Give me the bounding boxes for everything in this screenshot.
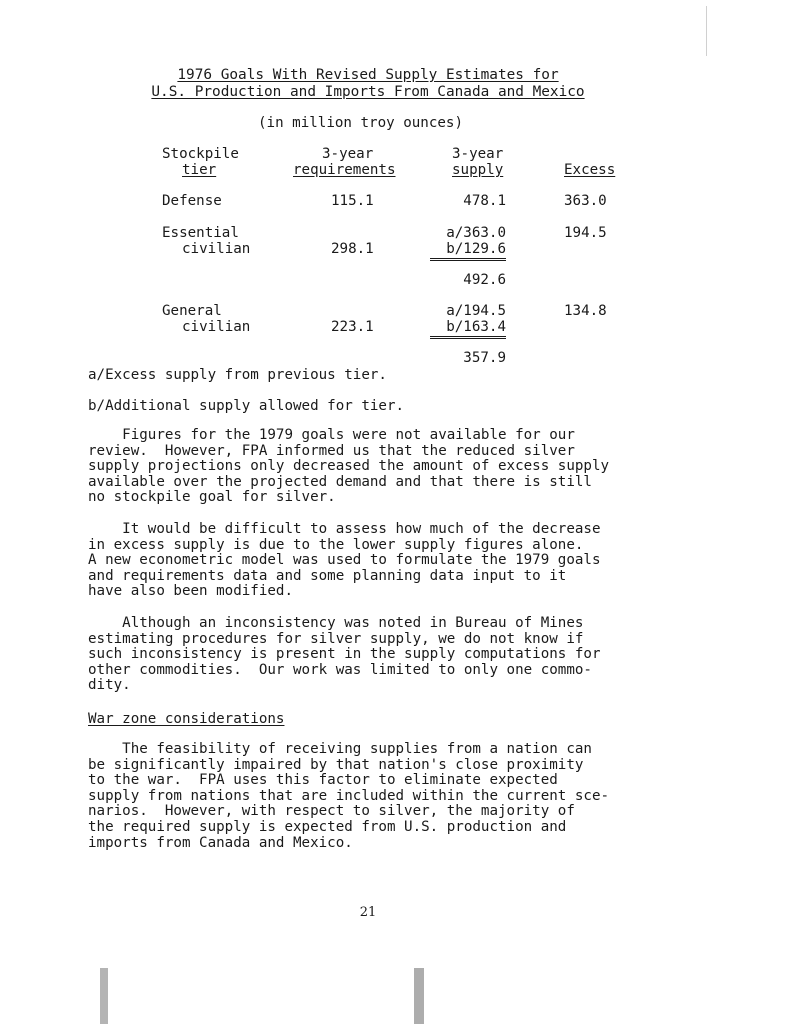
- row-general-excess: 134.8: [564, 303, 607, 319]
- row-general-supply-a: a/194.5: [446, 303, 506, 319]
- row-essential-supply-b: b/129.6: [430, 241, 506, 261]
- scan-artifact-edge: [706, 6, 707, 56]
- header-tier-line2: tier: [182, 162, 217, 178]
- paragraph-inconsistency: Although an inconsistency was noted in Bureau of Mines estimating procedures for silver supply, we do not know if such inconsistency is present in the supply computations for other commodities. Our work was limited to only one commo- dity.: [88, 615, 601, 694]
- row-defense-excess: 363.0: [564, 193, 607, 209]
- row-general-tier-line1: General: [162, 303, 222, 319]
- header-supply-line1: 3-year: [452, 146, 504, 162]
- row-defense-tier: Defense: [162, 193, 222, 209]
- paragraph-war-zone: The feasibility of receiving supplies from a nation can be significantly impaired by that nation's close proximity to the war. FPA uses this factor to eliminate expected supply from nations that are included within the current sce- narios. However, with respect to silver, the majority of the required supply is expected from U.S. production and imports from Canada and Mexico.: [88, 741, 610, 851]
- table-title-line2: U.S. Production and Imports From Canada and Mexico: [151, 84, 585, 100]
- header-req-line2: requirements: [293, 162, 396, 178]
- row-general-supply-total: 357.9: [463, 350, 506, 366]
- header-req-line1: 3-year: [322, 146, 374, 162]
- row-essential-excess: 194.5: [564, 225, 607, 241]
- row-defense-supply: 478.1: [463, 193, 506, 209]
- page-number: 21: [359, 905, 377, 920]
- row-general-supply-b: b/163.4: [430, 319, 506, 339]
- footnote-b: b/Additional supply allowed for tier.: [88, 398, 405, 414]
- section-heading-war-zone: War zone considerations: [88, 711, 285, 727]
- scan-artifact-center: [414, 968, 424, 1024]
- row-general-tier-line2: civilian: [182, 319, 251, 335]
- table-units: (in million troy ounces): [258, 115, 463, 131]
- paragraph-econometric-model: It would be difficult to assess how much of the decrease in excess supply is due to the lower supply figures alone. A new econometric model was used to formulate the 1979 goals and requirements data and some planning data input to it have also been modified.: [88, 521, 601, 600]
- header-supply-line2: supply: [452, 162, 504, 178]
- header-tier-line1: Stockpile: [162, 146, 239, 162]
- row-essential-supply-a: a/363.0: [446, 225, 506, 241]
- scan-artifact-left: [100, 968, 108, 1024]
- row-essential-tier-line2: civilian: [182, 241, 251, 257]
- header-excess: Excess: [564, 162, 616, 178]
- row-essential-requirements: 298.1: [331, 241, 374, 257]
- row-essential-tier-line1: Essential: [162, 225, 239, 241]
- row-defense-requirements: 115.1: [331, 193, 374, 209]
- table-title-line1: 1976 Goals With Revised Supply Estimates for: [177, 67, 559, 83]
- row-essential-supply-total: 492.6: [463, 272, 506, 288]
- row-general-requirements: 223.1: [331, 319, 374, 335]
- footnote-a: a/Excess supply from previous tier.: [88, 367, 387, 383]
- paragraph-1979-goals: Figures for the 1979 goals were not available for our review. However, FPA informed us that the reduced silver supply projections only decreased the amount of excess supply available over the projected demand and that there is still no stockpile goal for silver.: [88, 427, 610, 506]
